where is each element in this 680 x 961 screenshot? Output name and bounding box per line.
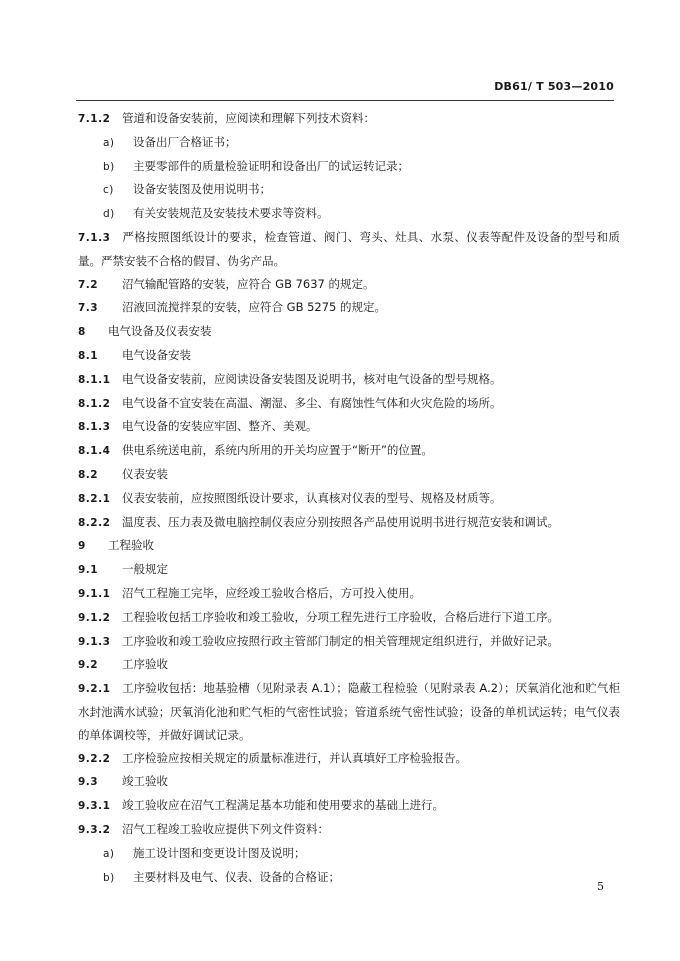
section-8-1-heading: [78, 344, 620, 368]
clause-number: 8.1.3: [78, 421, 111, 434]
section-number: 9.3: [78, 776, 99, 789]
clause-7-2: [78, 273, 620, 297]
clause-text: 工序检验应按相关规定的质量标准进行，并认真填好工序检验报告。: [122, 750, 467, 765]
list-marker: a): [103, 847, 115, 860]
clause-number: 9.3.1: [78, 800, 111, 813]
section-number: 9: [78, 540, 86, 553]
list-marker: d): [103, 208, 115, 221]
clause-8-1-2: [78, 392, 620, 416]
list-item-b: [78, 155, 620, 179]
clause-text: 工序验收包括：地基验槽（见附录表 A.1）；隐蔽工程检验（见附录表 A.2）；厌氧消化池和贮气柜水封池满水试验；厌氧消化池和贮气柜的气密性试验；管道系统气密性试验；设备的单机试运转；电气仪表的单体调校等，并做好调试记录。: [78, 681, 620, 742]
section-title: 工程验收: [108, 538, 154, 553]
clause-text: 沼气工程施工完毕，应经竣工验收合格后，方可投入使用。: [122, 585, 421, 600]
clause-number: 8.1.2: [78, 397, 111, 410]
list-text: 有关安装规范及安装技术要求等资料。: [133, 206, 329, 221]
list-item-d: [78, 202, 620, 226]
clause-8-1-1: [78, 368, 620, 392]
list-marker: a): [103, 136, 115, 149]
clause-text: 严格按照图纸设计的要求，检查管道、阀门、弯头、灶具、水泵、仪表等配件及设备的型号和质量。严禁安装不合格的假冒、伪劣产品。: [78, 229, 620, 268]
list-text: 设备安装图及使用说明书；: [133, 182, 271, 197]
clause-text: 工序验收和竣工验收应按照行政主管部门制定的相关管理规定组织进行，并做好记录。: [122, 633, 559, 648]
clause-7-1-3: [78, 226, 620, 273]
document-code-header: DB61/ T 503—2010: [494, 80, 614, 93]
clause-text: 电气设备安装前，应阅读设备安装图及说明书，核对电气设备的型号规格。: [122, 371, 502, 386]
section-title: 工序验收: [122, 657, 168, 672]
list-marker: b): [103, 871, 115, 884]
section-number: 9.2: [78, 659, 99, 672]
clause-number: 7.3: [78, 302, 99, 315]
clause-9-3-1: [78, 794, 620, 818]
clause-text: 沼液回流搅拌泵的安装，应符合 GB 5275 的规定。: [122, 300, 387, 315]
section-title: 竣工验收: [122, 774, 168, 789]
clause-8-2-1: [78, 487, 620, 511]
section-9-2-heading: [78, 653, 620, 677]
section-number: 8: [78, 326, 86, 339]
clause-9-1-1: [78, 582, 620, 606]
clause-number: 8.1.1: [78, 373, 111, 386]
clause-number: 7.1.3: [78, 231, 111, 244]
list-item-a: [78, 131, 620, 155]
clause-9-3-2: [78, 818, 620, 842]
clause-number: 9.1.2: [78, 611, 111, 624]
section-8-2-heading: [78, 463, 620, 487]
clause-text: 电气设备的安装应牢固、整齐、美观。: [122, 419, 318, 434]
clause-text: 管道和设备安装前，应阅读和理解下列技术资料：: [122, 111, 375, 125]
list-item-a: [78, 842, 620, 866]
section-number: 9.1: [78, 564, 99, 577]
clause-number: 9.2.1: [78, 683, 111, 696]
clause-8-1-4: [78, 439, 620, 463]
clause-text: 竣工验收应在沼气工程满足基本功能和使用要求的基础上进行。: [122, 798, 444, 813]
clause-8-1-3: [78, 415, 620, 439]
list-text: 主要零部件的质量检验证明和设备出厂的试运转记录；: [133, 158, 409, 173]
section-8-heading: [78, 320, 620, 344]
list-marker: b): [103, 160, 115, 173]
list-text: 设备出厂合格证书；: [133, 134, 237, 149]
clause-number: 9.1.1: [78, 587, 111, 600]
clause-number: 8.2.1: [78, 492, 111, 505]
list-text: 施工设计图和变更设计图及说明；: [133, 845, 306, 860]
section-title: 电气设备安装: [122, 347, 191, 362]
page-number: 5: [597, 880, 604, 893]
clause-text: 工程验收包括工序验收和竣工验收，分项工程先进行工序验收，合格后进行下道工序。: [122, 609, 559, 624]
document-body: [78, 107, 620, 889]
clause-number: 9.1.3: [78, 635, 111, 648]
list-item-b: [78, 866, 620, 890]
clause-7-1-2: [78, 107, 620, 131]
clause-7-3: [78, 296, 620, 320]
section-title: 一般规定: [122, 562, 168, 577]
section-number: 8.2: [78, 468, 99, 481]
clause-text: 温度表、压力表及微电脑控制仪表应分别按照各产品使用说明书进行规范安装和调试。: [122, 514, 559, 529]
header-rule: [76, 100, 614, 101]
clause-number: 8.1.4: [78, 445, 111, 458]
section-9-1-heading: [78, 558, 620, 582]
section-number: 8.1: [78, 349, 99, 362]
list-text: 主要材料及电气、仪表、设备的合格证；: [133, 869, 340, 884]
section-title: 电气设备及仪表安装: [108, 324, 212, 339]
clause-text: 沼气输配管路的安装，应符合 GB 7637 的规定。: [122, 276, 375, 291]
clause-text: 电气设备不宜安装在高温、潮湿、多尘、有腐蚀性气体和火灾危险的场所。: [122, 395, 502, 410]
clause-8-2-2: [78, 511, 620, 535]
section-title: 仪表安装: [122, 466, 168, 481]
clause-9-1-3: [78, 630, 620, 654]
clause-9-2-1: [78, 677, 620, 746]
clause-number: 8.2.2: [78, 516, 111, 529]
section-9-3-heading: [78, 770, 620, 794]
clause-text: 仪表安装前，应按照图纸设计要求，认真核对仪表的型号、规格及材质等。: [122, 490, 502, 505]
clause-number: 7.2: [78, 278, 99, 291]
section-9-heading: [78, 534, 620, 558]
list-item-c: [78, 178, 620, 202]
clause-number: 9.2.2: [78, 752, 111, 765]
clause-text: 供电系统送电前，系统内所用的开关均应置于“断开”的位置。: [122, 443, 433, 458]
clause-text: 沼气工程竣工验收应提供下列文件资料：: [122, 821, 329, 836]
clause-9-1-2: [78, 606, 620, 630]
list-marker: c): [103, 184, 114, 197]
clause-number: 7.1.2: [78, 113, 111, 125]
clause-number: 9.3.2: [78, 823, 111, 836]
clause-9-2-2: [78, 747, 620, 771]
